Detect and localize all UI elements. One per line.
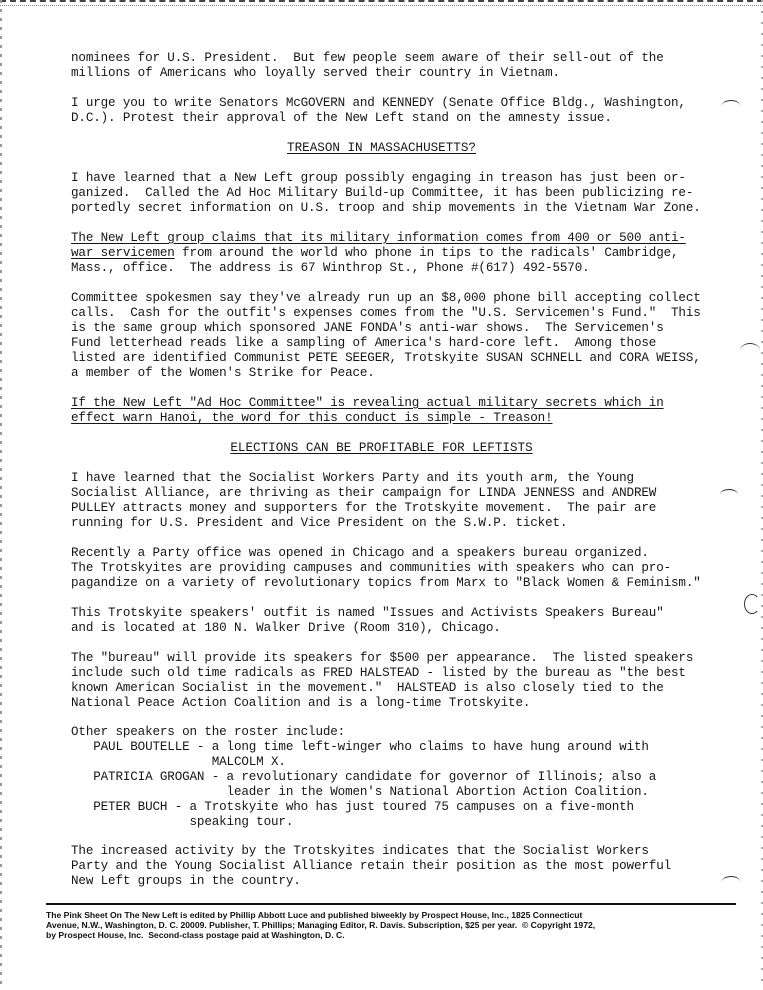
margin-mark — [740, 343, 760, 358]
margin-mark — [744, 594, 760, 614]
paragraph-treason-group: I have learned that a New Left group possibly engaging in treason has just been or- ganized. Called the Ad Hoc Military Build-up Committee, it has been publicizing re- portedly secret information on U.S. troop and ship movements in the Vietnam War Zone. — [71, 171, 701, 215]
paragraph-bureau-fees: The "bureau" will provide its speakers for $500 per appearance. The listed speakers include such old time radicals as FRED HALSTEAD - listed by the bureau as "the best known American Socialist in the movement." HALSTEAD is also closely tied to the National Peace Action Coalition and is a long-time Trotskyite. — [71, 651, 694, 710]
paragraph-chicago-office: Recently a Party office was opened in Chicago and a speakers bureau organized. The Trotskyites are providing campuses and communities with speakers who can pro- pagandize on a variety of revolutionary topics from Marx to "Black Women & Feminism." — [71, 546, 701, 590]
heading-elections-profitable: ELECTIONS CAN BE PROFITABLE FOR LEFTISTS — [230, 441, 533, 455]
paragraph-other-speakers: Other speakers on the roster include: PAUL BOUTELLE - a long time left-winger who claims to have hung around with MALCOLM X. PATRICIA GROGAN - a revolutionary candidate for governor of Illinois; also a leader in the Women's National Abortion Action Coalition. PETER BUCH - a Trotskyite who has just toured 75 campuses on a five-month speaking tour. — [71, 725, 657, 829]
paragraph-speakers-bureau: This Trotskyite speakers' outfit is named "Issues and Activists Speakers Bureau" and is located at 180 N. Walker Drive (Room 310), Chicago. — [71, 606, 664, 635]
paragraph-mcgovern-nominees: nominees for U.S. President. But few people seem aware of their sell-out of the millions of Americans who loyally served their country in Vietnam. — [71, 51, 664, 80]
page-top-edge — [0, 0, 763, 6]
paragraph-committee-spokesmen: Committee spokesmen say they've already run up an $8,000 phone bill accepting collect calls. Cash for the outfit's expenses comes from the "U.S. Servicemen's Fund." This is the same group which sponsored JANE FONDA's anti-war shows. The Servicemen's Fund letterhead reads like a sampling of America's hard-core left. Among those listed are identified Communist PETE SEEGER, Trotskyite SUSAN SCHNELL and CORA WEISS, a member of the Women's Strike for Peace. — [71, 291, 701, 380]
paragraph-treason-conclusion: If the New Left "Ad Hoc Committee" is revealing actual military secrets which in effect warn Hanoi, the word for this conduct is simple - Treason! — [71, 396, 664, 425]
paragraph-closing: The increased activity by the Trotskyites indicates that the Socialist Workers Party and the Young Socialist Alliance retain their position as the most powerful New Left groups in the country. — [71, 844, 672, 888]
claim-continuation: from around the world who phone in tips to the radicals' Cambridge, Mass., office. The address is 67 Winthrop St., Phone #(617) 492-5570. — [71, 246, 679, 275]
underlined-claim: The New Left group claims that its military information comes from 400 or 500 anti- war servicemen — [71, 231, 686, 260]
paragraph-write-senators: I urge you to write Senators McGOVERN and KENNEDY (Senate Office Bldg., Washington, D.C.). Protest their approval of the New Left stand on the amnesty issue. — [71, 96, 686, 125]
heading-treason-in-massachusetts: TREASON IN MASSACHUSETTS? — [287, 141, 476, 155]
publication-footer — [46, 903, 736, 940]
paragraph-socialist-workers-party: I have learned that the Socialist Workers Party and its youth arm, the Young Socialist Alliance, are thriving as their campaign for LINDA JENNESS and ANDREW PULLEY attracts money and supporters for the Trotskyite movement. The pair are running for U.S. President and Vice President on the S.W.P. ticket. — [71, 471, 657, 530]
margin-mark — [722, 876, 740, 887]
margin-mark — [720, 489, 738, 500]
margin-mark — [722, 100, 740, 111]
footer-text: The Pink Sheet On The New Left is edited by Phillip Abbott Luce and published biweekly by Prospect House, Inc., 1825 Connecticut Avenue, N.W., Washington, D. C. 20009. Publisher, T. Phillips; Managing Editor, R. Davis. Subscription, $25 per year. © Copyright 1972, by Prospect House, Inc. Second-class postage paid at Washington, D. C. — [46, 910, 596, 940]
paragraph-military-information — [71, 231, 711, 276]
